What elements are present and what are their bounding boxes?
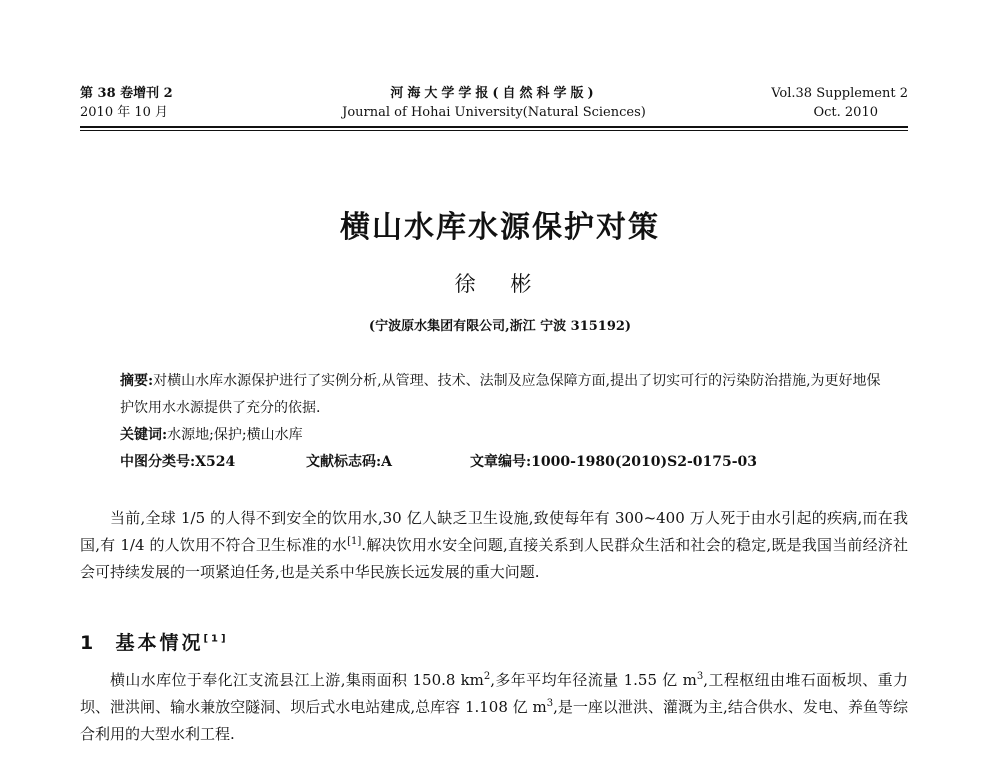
issue-date-en: Oct. 2010	[813, 105, 878, 120]
paper-title: 横山水库水源保护对策	[340, 210, 660, 245]
journal-name-en: Journal of Hohai University(Natural Sciences)	[342, 105, 646, 120]
volume-info-en: Vol.38 Supplement 2	[771, 86, 908, 101]
abstract-block	[120, 368, 890, 449]
intro-text-2: .解决饮用水安全问题,直接关系到人民群众生活和社会的稳定,既是我国当前经济社会可持续发展的一项紧迫任务,也是关系中华民族长远发展的重大问题.	[80, 536, 909, 581]
issue-date: 2010 年 10 月	[80, 105, 169, 120]
section1-text-2: ,多年平均年径流量 1.55 亿 m	[490, 671, 697, 689]
section-heading	[80, 628, 229, 655]
journal-header	[80, 84, 908, 130]
section-title: 基本情况	[115, 632, 204, 654]
clc-number: 中图分类号:X524	[120, 454, 236, 470]
abstract	[120, 368, 890, 422]
header-right	[771, 84, 908, 122]
header-rule-thin	[80, 130, 908, 131]
keywords	[120, 422, 890, 449]
section1-paragraph	[80, 667, 908, 748]
volume-info: 第 38 卷增刊 2	[80, 86, 173, 101]
citation-ref: [1]	[347, 536, 362, 547]
keywords-label: 关键词:	[120, 427, 168, 443]
intro-paragraph	[80, 505, 908, 586]
section-citation-ref: [1]	[203, 633, 229, 645]
author-affiliation: (宁波原水集团有限公司,浙江 宁波 315192)	[368, 319, 632, 334]
article-number: 文章编号:1000-1980(2010)S2-0175-03	[470, 454, 758, 470]
abstract-text: 对横山水库水源保护进行了实例分析,从管理、技术、法制及应急保障方面,提出了切实可行的污染防治措施,为更好地保护饮用水水源提供了充分的依据.	[120, 373, 881, 416]
unit-superscript-1: 2	[483, 671, 491, 682]
intro-text-1: 当前,全球 1/5 的人得不到安全的饮用水,30 亿人缺乏卫生设施,致使每年有 300~400 万人死于由水引起的疾病,而在我国,有 1/4 的人饮用不符合卫生标准的水	[80, 509, 908, 554]
abstract-label: 摘要:	[120, 373, 154, 389]
section1-text-4: ,是一座以泄洪、灌溉为主,结合供水、发电、养鱼等综合利用的大型水利工程.	[80, 698, 908, 743]
keywords-text: 水源地;保护;横山水库	[167, 427, 303, 443]
unit-superscript-3: 3	[546, 698, 554, 709]
section1-text-1: 横山水库位于奉化江支流县江上游,集雨面积 150.8 km	[110, 671, 484, 689]
section-number: 1	[80, 632, 97, 654]
header-rule-thick	[80, 126, 908, 128]
unit-superscript-2: 3	[696, 671, 704, 682]
paper-author: 徐 彬	[454, 272, 546, 296]
document-code: 文献标志码:A	[306, 454, 393, 470]
section1-text-3: ,工程枢纽由堆石面板坝、重力坝、泄洪闸、输水兼放空隧洞、坝后式水电站建成,总库容 1.108 亿 m	[80, 671, 908, 716]
journal-name-cn: 河海大学学报(自然科学版)	[390, 86, 598, 101]
